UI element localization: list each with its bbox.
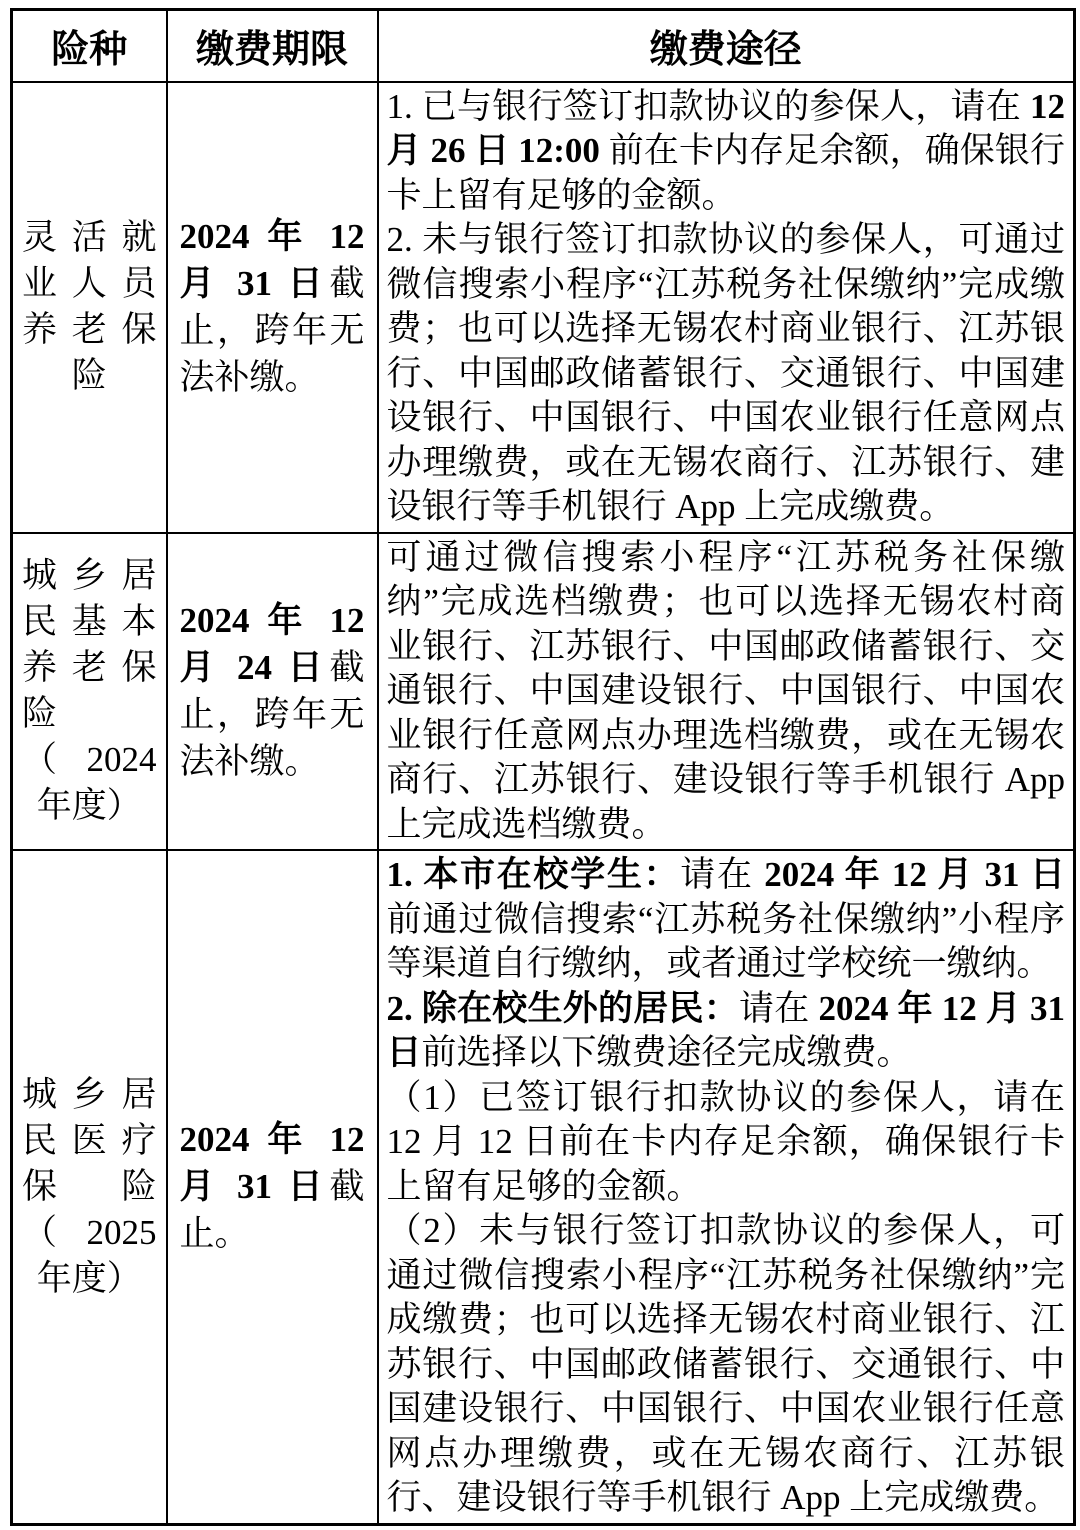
paragraph	[387, 1209, 1066, 1521]
paragraph	[387, 218, 1066, 530]
text-segment: 可通过微信搜索小程序“江苏税务社保缴纳”完成选档缴费；也可以选择无锡农村商业银行、江苏银行、中国邮政储蓄银行、交通银行、中国建设银行、中国银行、中国农业银行任意网点办理选档缴费，或在无锡农商行、江苏银行、建设银行等手机银行 App 上完成选档缴费。	[386, 537, 1065, 844]
header-row	[12, 10, 1075, 82]
text-segment: 截止。	[179, 1167, 365, 1254]
paragraph	[387, 85, 1066, 219]
cell-payment-channels	[378, 850, 1075, 1524]
bold-text-segment: 2024 年 12 月 24 日	[179, 601, 365, 688]
text-segment: 请在	[680, 855, 765, 894]
table-row	[12, 850, 1075, 1524]
cell-payment-channels	[378, 82, 1075, 533]
paragraph	[387, 1076, 1066, 1210]
cell-insurance-type: 灵活就业人员养老保险	[12, 82, 167, 533]
text-segment: 前在卡内存足余额，确保银行卡上留有足够的金额。	[386, 131, 1065, 215]
bold-text-segment: 2024 年 12 月 31 日	[764, 855, 1065, 894]
paragraph	[387, 853, 1066, 987]
table-row	[12, 82, 1075, 533]
table-container	[10, 8, 1076, 1526]
text-segment: （2）未与银行签订扣款协议的参保人，可通过微信搜索小程序“江苏税务社保缴纳”完成缴费；也可以选择无锡农村商业银行、江苏银行、中国邮政储蓄银行、交通银行、中国建设银行、中国银行、中国农业银行任意网点办理缴费，或在无锡农商行、江苏银行、建设银行等手机银行 App 上完成缴费。	[386, 1211, 1065, 1517]
cell-payment-deadline	[167, 533, 378, 851]
bold-text-segment: 2024 年 12 月 31 日	[179, 217, 365, 303]
text-segment: 截止，跨年无法补缴。	[179, 648, 365, 782]
header-payment-channels: 缴费途径	[378, 10, 1075, 82]
text-segment: 1. 已与银行签订扣款协议的参保人，请在	[386, 86, 1030, 126]
text-segment: 前选择以下缴费途径完成缴费。	[421, 1033, 912, 1072]
bold-text-segment: 2024 年 12 月 31 日	[179, 1120, 365, 1207]
cell-payment-channels	[378, 533, 1075, 851]
text-segment: 请在	[738, 988, 819, 1028]
text-segment: 前通过微信搜索“江苏税务社保缴纳”小程序等渠道自行缴纳，或者通过学校统一缴纳。	[386, 899, 1065, 983]
cell-insurance-type: 城乡居民基本养老保险（2024年度）	[12, 533, 167, 851]
header-payment-deadline: 缴费期限	[167, 10, 378, 82]
bold-text-segment: 12 月 26 日 12:00	[386, 86, 1065, 170]
header-insurance-type: 险种	[12, 10, 167, 82]
text-segment: 截止，跨年无法补缴。	[179, 264, 365, 397]
text-segment: 2. 未与银行签订扣款协议的参保人，可通过微信搜索小程序“江苏税务社保缴纳”完成缴费；也可以选择无锡农村商业银行、江苏银行、中国邮政储蓄银行、交通银行、中国建设银行、中国银行、中国农业银行任意网点办理缴费，或在无锡农商行、江苏银行、建设银行等手机银行 App 上完成缴费。	[386, 220, 1065, 526]
bold-text-segment: 2. 除在校生外的居民：	[386, 988, 739, 1028]
table-row	[12, 533, 1075, 851]
cell-payment-deadline	[167, 850, 378, 1524]
cell-insurance-type: 城乡居民医疗保险（2025年度）	[12, 850, 167, 1524]
paragraph	[387, 536, 1066, 848]
insurance-payment-table	[10, 8, 1076, 1526]
cell-payment-deadline	[167, 82, 378, 533]
bold-text-segment: 1. 本市在校学生：	[386, 855, 681, 894]
paragraph	[387, 987, 1066, 1076]
bold-text-segment: 2024 年 12 月 31 日	[386, 988, 1065, 1072]
text-segment: （1）已签订银行扣款协议的参保人，请在 12 月 12 日前在卡内存足余额，确保银行卡上留有足够的金额。	[386, 1077, 1065, 1206]
